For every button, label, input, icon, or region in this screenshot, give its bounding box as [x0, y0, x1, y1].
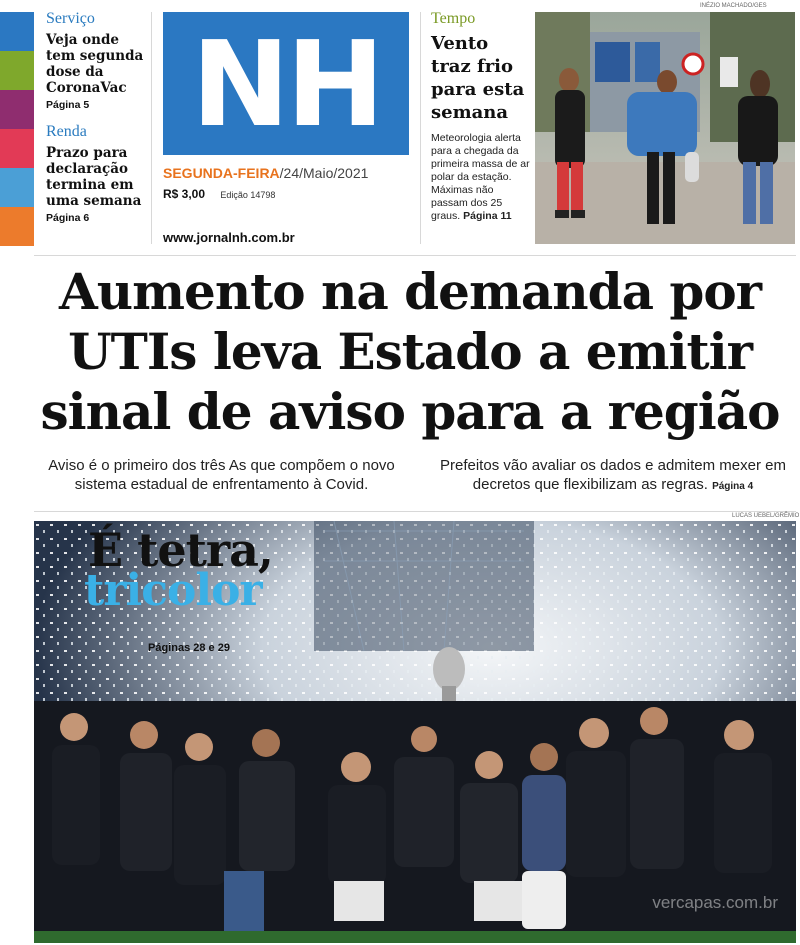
main-headline[interactable]	[20, 262, 800, 442]
tetra-pages: Páginas 28 e 29	[148, 642, 230, 654]
weather-photo-illustration	[535, 12, 795, 244]
price-line	[163, 187, 275, 201]
logo-text: NH	[191, 14, 381, 153]
weather-photo-credit: INÉZIO MACHADO/GES	[700, 3, 767, 9]
renda-title: Prazo para declaração termina em uma semana	[46, 145, 142, 209]
subhead-right-text: Prefeitos vão avaliar os dados e admitem mexer em decretos que flexibilizam as regras.	[440, 457, 786, 493]
headline-line-2: UTIs leva Estado a emitir	[68, 322, 752, 381]
edition-number: Edição 14798	[220, 190, 276, 200]
weather-photo[interactable]	[535, 12, 795, 244]
strip-block-blue	[0, 12, 34, 51]
servico-title: Veja onde tem segunda dose da CoronaVac	[46, 32, 144, 96]
renda-label: Renda	[46, 123, 87, 140]
date: /24/Maio/2021	[279, 165, 369, 181]
renda-page: Página 6	[46, 212, 90, 224]
tempo-body: Meteorologia alerta para a chegada da primeira massa de ar polar da estação. Máximas não passam dos 25 graus. Página 11	[431, 132, 530, 222]
headline-rule	[34, 511, 796, 512]
subhead-left: Aviso é o primeiro dos três As que compõem o novo sistema estadual de enfrentamento à Covid.	[48, 457, 395, 493]
tempo-label: Tempo	[431, 10, 476, 27]
strip-block-orange	[0, 207, 34, 246]
tetra-headline: É tetra,	[88, 523, 273, 577]
servico-label: Serviço	[46, 10, 95, 27]
left-column	[46, 10, 146, 236]
tempo-teaser[interactable]	[431, 10, 531, 223]
section-color-strip	[0, 12, 34, 246]
tempo-title: Vento traz frio para esta semana	[431, 33, 525, 123]
strip-block-green	[0, 51, 34, 90]
newspaper-logo[interactable]	[163, 12, 409, 155]
watermark: vercapas.com.br	[652, 893, 778, 912]
column-divider	[151, 12, 152, 244]
strip-block-purple	[0, 90, 34, 129]
tetra-subhead: tricolor	[84, 565, 262, 616]
main-photo-credit: LUCAS UEBEL/GRÊMIO	[732, 513, 800, 519]
subhead-right	[428, 456, 798, 496]
headline-line-1: Aumento na demanda por	[58, 262, 762, 321]
strip-block-lightblue	[0, 168, 34, 207]
weekday: SEGUNDA-FEIRA	[163, 165, 280, 181]
servico-teaser[interactable]	[46, 10, 146, 111]
headline-line-3: sinal de aviso para a região	[40, 382, 780, 441]
strip-block-red	[0, 129, 34, 168]
tempo-page: Página 11	[463, 210, 512, 222]
date-line	[163, 165, 368, 181]
column-divider-2	[420, 12, 421, 244]
servico-page: Página 5	[46, 99, 90, 111]
website-link[interactable]: www.jornalnh.com.br	[163, 230, 295, 245]
masthead-rule	[34, 255, 796, 256]
celebration-photo[interactable]	[34, 521, 796, 943]
renda-teaser[interactable]	[46, 123, 146, 224]
price: R$ 3,00	[163, 187, 206, 201]
subhead-right-page: Página 4	[712, 481, 754, 492]
